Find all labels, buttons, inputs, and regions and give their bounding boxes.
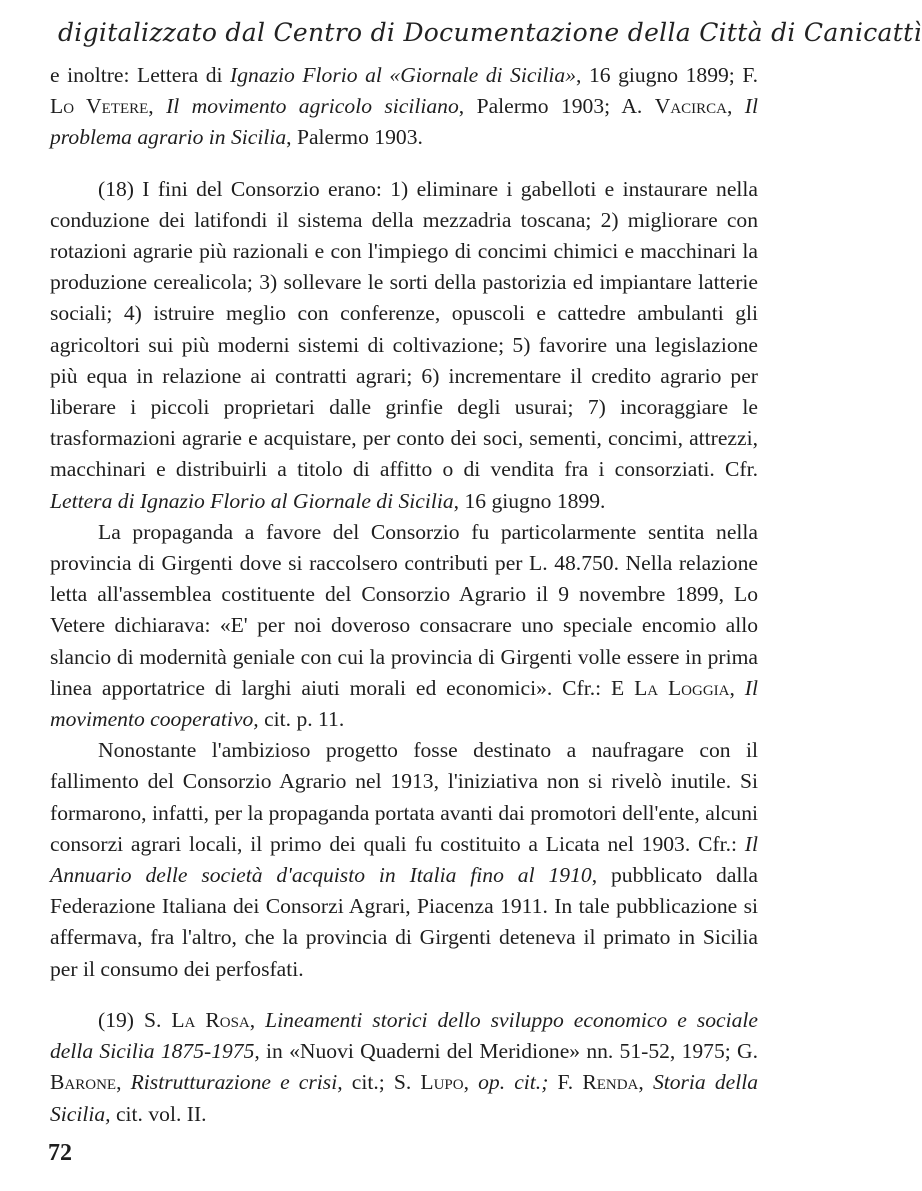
author-name: Lupo xyxy=(420,1070,464,1095)
italic-title: Ignazio Florio al «Giornale di Sicilia» xyxy=(230,63,577,87)
italic-title: Il Annuario delle società d'acquisto in Italia fino al 1910 xyxy=(50,831,758,888)
italic-title: Il movimento agricolo siciliano xyxy=(166,94,459,119)
text-run: cit.; S. xyxy=(342,1070,421,1095)
author-name: Vacirca xyxy=(654,94,727,119)
text-run: cit. p. 11. xyxy=(258,707,345,732)
text-run: , xyxy=(463,1070,479,1095)
italic-title: Lettera di Ignazio Florio al Giornale di Sicilia xyxy=(50,488,454,513)
text-run: , xyxy=(116,1070,131,1095)
text-run: La propaganda a favore del Consorzio fu particolarmente sentita nella provincia di Girgenti dove si raccolsero contributi per L. 48.750. Nella relazione letta all'assemblea costituente del Consorzio Agrario il 9 novembre 1899, Lo Vetere dichiarava: «E' per noi doveroso consacrare uno speciale encomio allo slancio di modernità geniale con cui la provincia di Girgenti volle essere in prima linea apportatrice di larghi aiuti morali ed economici». Cfr.: E xyxy=(50,519,758,700)
text-run: , xyxy=(729,675,745,700)
italic-title: Lineamenti storici dello sviluppo economico e sociale della Sicilia 1875-1975, xyxy=(50,1007,759,1064)
author-name: Barone xyxy=(50,1070,117,1095)
footnote-18 xyxy=(50,174,758,517)
text-run: , xyxy=(727,94,745,119)
author-name: La Loggia xyxy=(634,675,730,700)
italic-title: Storia della Sicilia, xyxy=(50,1070,759,1126)
italic-title: op. cit.; xyxy=(478,1070,549,1095)
page-number: 72 xyxy=(48,1140,72,1166)
footnotes-body xyxy=(50,60,758,1130)
text-run: , 16 giugno 1899; F. xyxy=(576,63,758,87)
text-run: (19) S. xyxy=(98,1007,172,1032)
text-run: Nonostante l'ambizioso progetto fosse destinato a naufragare con il fallimento del Consorzio Agrario nel 1913, l'iniziativa non si rivelò inutile. Si formarono, infatti, per la propaganda portata avanti dai promotori dell'ente, alcuni consorzi agrari locali, il primo dei quali fu costituito a Licata nel 1903. Cfr.: xyxy=(50,738,758,856)
text-run: (18) I fini del Consorzio erano: 1) eliminare i gabelloti e instaurare nella conduzione dei latifondi il sistema della mezzadria toscana; 2) migliorare con rotazioni agrarie più razionali e con l'impiego di concimi chimici e macchinari la produzione cerealicola; 3) sollevare le sorti della pastorizia ed impiantare latterie sociali; 4) istruire meglio con conferenze, opuscoli e cattedre ambulanti gli agricoltori sui più moderni sistemi di coltivazione; 5) favorire una legislazione più equa in relazione ai contratti agrari; 6) incrementare il credito agrario per liberare i piccoli proprietari dalle grinfie degli usurai; 7) incoraggiare le trasformazioni agrarie e acquistare, per conto dei soci, sementi, concimi, attrezzi, macchinari e distribuirli a titolo di affitto o di vendita fra i consorziati. Cfr. xyxy=(50,176,758,482)
text-run: , xyxy=(249,1007,266,1032)
author-name: Renda xyxy=(582,1070,639,1095)
italic-title: Il problema agrario in Sicilia xyxy=(50,94,758,150)
footnote-continuation xyxy=(50,60,758,154)
text-run: , Palermo 1903. xyxy=(286,125,423,150)
text-run: , 16 giugno 1899. xyxy=(453,488,606,513)
text-run: in «Nuovi Quaderni del Meridione» nn. 51-52, 1975; G. xyxy=(259,1039,758,1064)
text-run: cit. vol. II. xyxy=(110,1101,207,1126)
text-run: e inoltre: Lettera di xyxy=(50,63,231,87)
text-run: , pubblicato dalla Federazione Italiana dei Consorzi Agrari, Piacenza 1911. In tale pubblicazione si affermava, fra l'altro, che la provincia di Girgenti deteneva il primato in Sicilia per il consumo dei perfosfati. xyxy=(50,863,759,981)
author-name: La Rosa xyxy=(171,1007,250,1032)
footnote-18-paragraph-nonostante xyxy=(50,735,758,985)
footnote-18-paragraph-propaganda xyxy=(50,517,758,735)
italic-title: Il movimento cooperativo, xyxy=(50,675,758,732)
author-name: Lo Vetere xyxy=(50,94,149,119)
footnote-19 xyxy=(50,1005,758,1130)
italic-title: Ristrutturazione e crisi, xyxy=(130,1070,343,1095)
text-run: F. xyxy=(548,1070,583,1095)
text-run: , xyxy=(148,94,167,119)
digitization-watermark: digitalizzato dal Centro di Documentazione della Città di Canicattì xyxy=(58,18,922,47)
text-run: , xyxy=(638,1070,653,1095)
text-run: , Palermo 1903; A. xyxy=(458,94,655,119)
